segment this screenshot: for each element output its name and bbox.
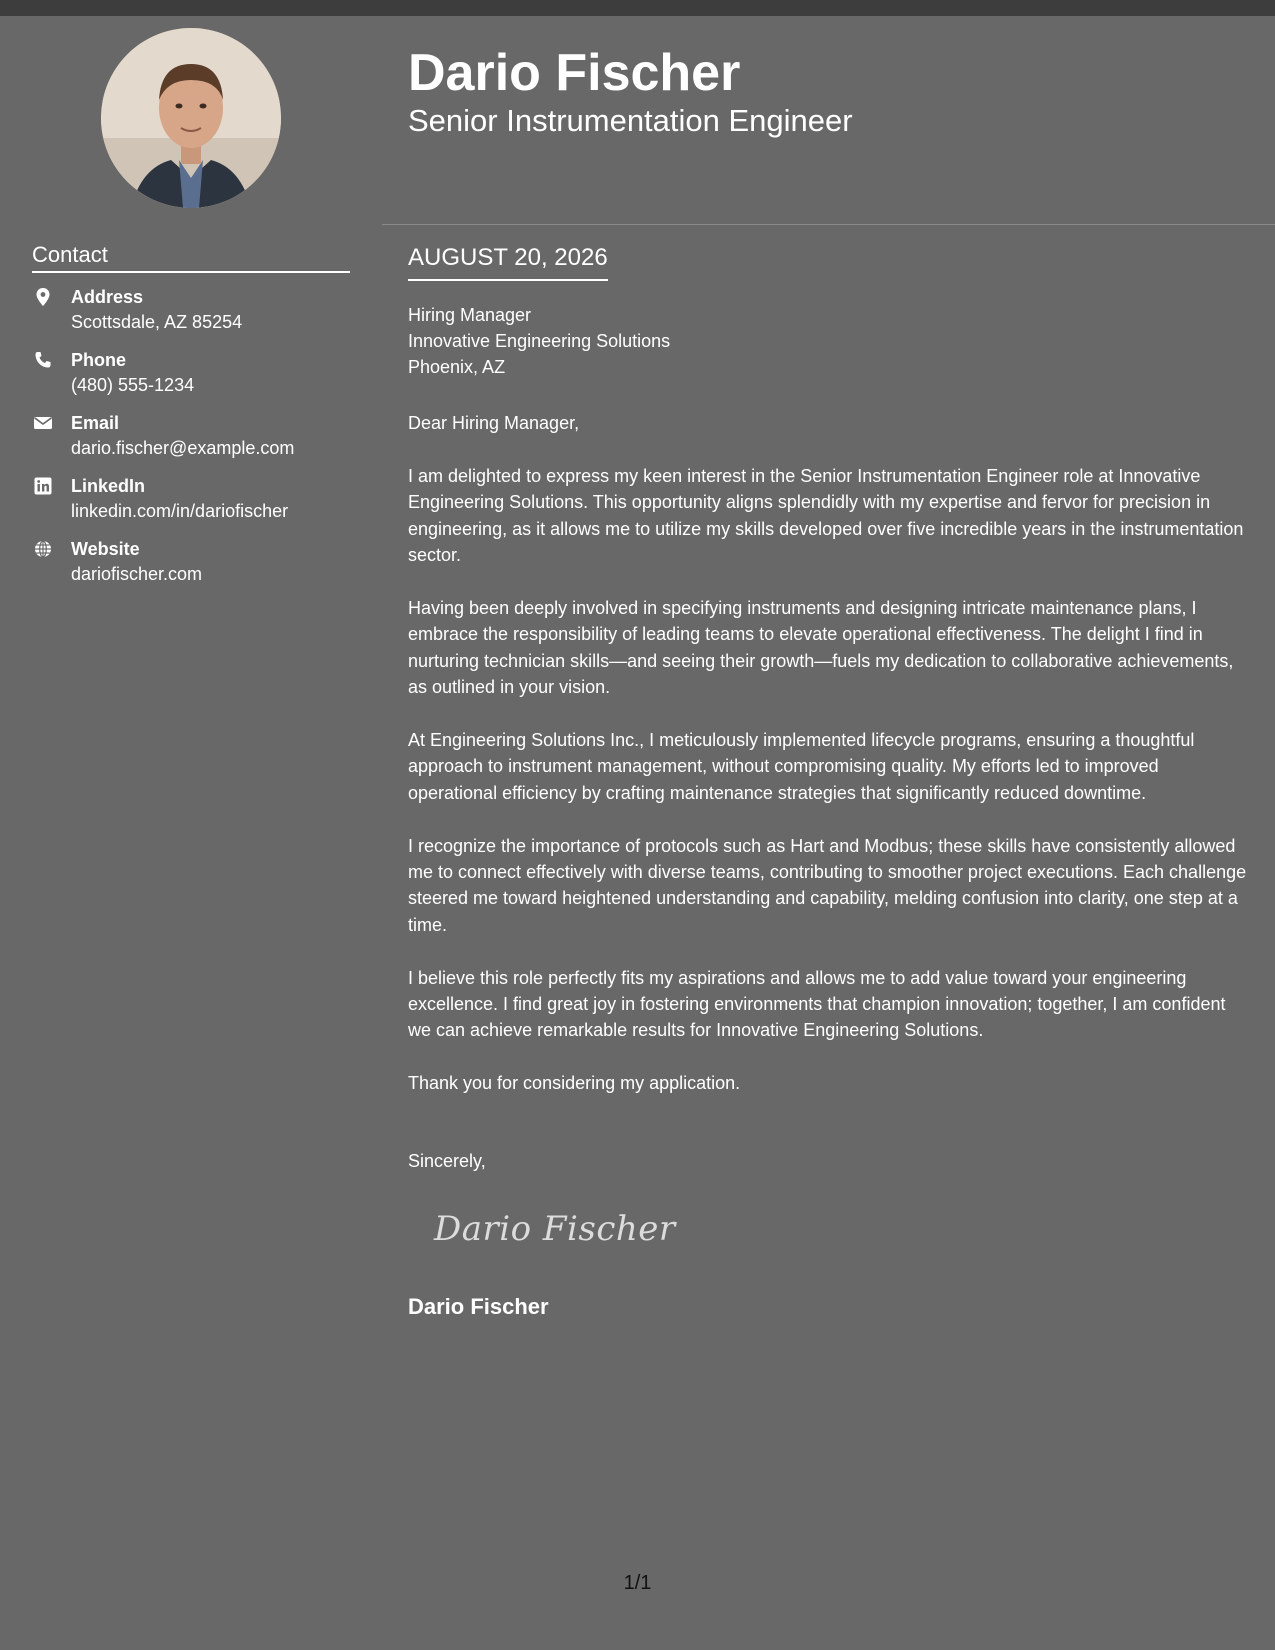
closing: Sincerely,: [408, 1151, 486, 1171]
page-number: 1/1: [623, 1572, 652, 1594]
letter-body: [408, 463, 1248, 1123]
body-paragraph: At Engineering Solutions Inc., I meticulously implemented lifecycle programs, ensuring a thoughtful approach to instrument management, without compromising quality. My efforts led to improved operational efficiency by crafting maintenance strategies that significantly reduced downtime.: [408, 730, 1195, 803]
profile-photo: [101, 28, 281, 208]
location-pin-icon: [34, 288, 52, 306]
contact-item-website: [32, 538, 362, 601]
phone-icon: [34, 351, 52, 369]
recipient-line: Hiring Manager: [408, 305, 532, 325]
signed-name: Dario Fischer: [408, 1294, 549, 1319]
top-bar: [0, 0, 1275, 16]
contact-value: Scottsdale, AZ 85254: [71, 312, 243, 332]
contact-item-email: [32, 412, 362, 475]
globe-icon: [34, 540, 52, 558]
body-paragraph: Thank you for considering my application.: [408, 1073, 741, 1094]
letter-date: AUGUST 20, 2026: [408, 243, 608, 281]
salutation: Dear Hiring Manager,: [408, 413, 580, 433]
email-icon: [34, 414, 52, 432]
contact-value: dario.fischer@example.com: [71, 438, 295, 458]
signature: Dario Fischer: [434, 1209, 676, 1249]
job-title: Senior Instrumentation Engineer: [408, 103, 853, 138]
contact-value: (480) 555-1234: [71, 375, 195, 395]
contact-list: [32, 286, 362, 601]
body-paragraph: Having been deeply involved in specifying instruments and designing intricate maintenance plans, I embrace the responsibility of leading teams to elevate operational effectiveness. The delight I find in nurturing technician skills—and seeing their growth—fuels my dedication to collaborative achievements, as outlined in your vision.: [408, 598, 1234, 698]
contact-label: Website: [71, 539, 140, 559]
body-paragraph: I am delighted to express my keen interest in the Senior Instrumentation Engineer role at Innovative Engineering Solutions. This opportunity aligns splendidly with my expertise and fervor for precision in engineering, as it allows me to utilize my skills developed over five incredible years in the instrumentation sector.: [408, 466, 1244, 566]
contact-heading: Contact: [32, 242, 350, 273]
contact-label: Phone: [71, 350, 127, 370]
contact-label: LinkedIn: [71, 476, 146, 496]
contact-value: linkedin.com/in/dariofischer: [71, 501, 289, 521]
contact-label: Email: [71, 413, 120, 433]
body-paragraph: I recognize the importance of protocols such as Hart and Modbus; these skills have consistently allowed me to connect effectively with diverse teams, contributing to smoother project executions. Each challenge steered me toward heightened understanding and capability, melding confusion into clarity, one step at a time.: [408, 835, 1247, 935]
contact-item-linkedin: [32, 475, 362, 538]
applicant-name: Dario Fischer: [408, 44, 741, 102]
linkedin-icon: [34, 477, 52, 495]
body-paragraph: I believe this role perfectly fits my aspirations and allows me to add value toward your engineering excellence. I find great joy in fostering environments that champion innovation; together, I am confident we can achieve remarkable results for Innovative Engineering Solutions.: [408, 967, 1226, 1041]
contact-item-phone: [32, 349, 362, 412]
header-divider: [382, 224, 1275, 225]
recipient-line: Innovative Engineering Solutions: [408, 331, 671, 351]
contact-item-address: [32, 286, 362, 349]
recipient-line: Phoenix, AZ: [408, 357, 506, 377]
sidebar: [0, 16, 382, 1650]
contact-label: Address: [71, 287, 144, 307]
contact-value: dariofischer.com: [71, 564, 203, 584]
recipient-block: [408, 302, 670, 380]
